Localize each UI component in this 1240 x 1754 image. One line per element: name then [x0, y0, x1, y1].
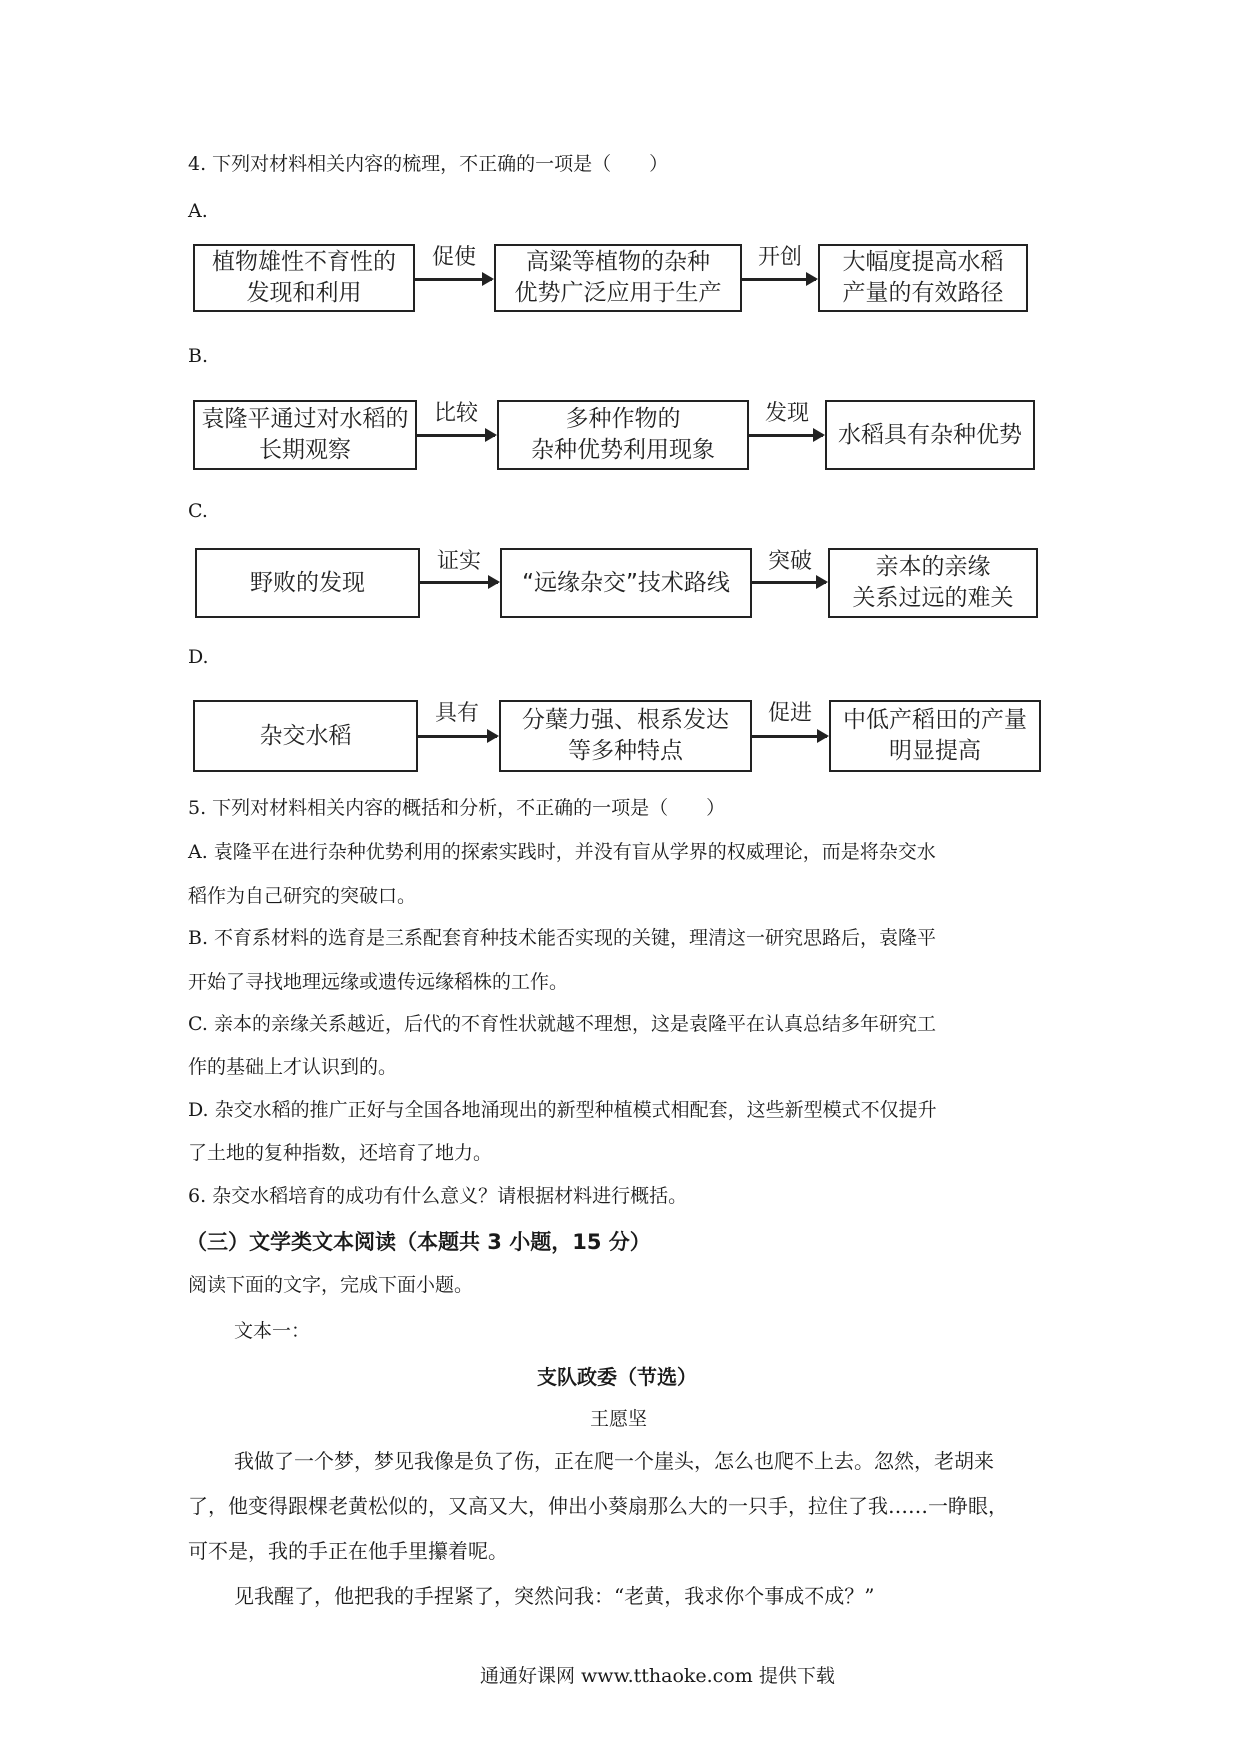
footer-credit: 通通好课网 www.tthaoke.com 提供下载: [480, 1665, 835, 1687]
q5-option-b-line-2: 开始了寻找地理远缘或遗传远缘稻株的工作。: [188, 971, 569, 993]
flow-d-arrow-2-label: 促进: [768, 701, 813, 726]
q5-option-b-line-1: B. 不育系材料的选育是三系配套育种技术能否实现的关键，理清这一研究思路后，袁隆平: [188, 927, 937, 949]
flow-c-arrow-2-label: 突破: [768, 549, 813, 574]
paragraph-2: 见我醒了，他把我的手捏紧了，突然问我：“老黄，我求你个事成不成？”: [234, 1584, 875, 1608]
q5-option-a-line-2: 稻作为自己研究的突破口。: [188, 885, 417, 907]
flow-a-box-3: 大幅度提高水稻 产量的有效路径: [818, 244, 1028, 312]
flow-a-box-2: 高粱等植物的杂种 优势广泛应用于生产: [494, 244, 742, 312]
question-6-stem: 6. 杂交水稻培育的成功有什么意义？请根据材料进行概括。: [188, 1185, 688, 1207]
q5-option-c-line-1: C. 亲本的亲缘关系越近，后代的不育性状就越不理想，这是袁隆平在认真总结多年研究工: [188, 1013, 936, 1035]
flow-c-arrow-1-label: 证实: [437, 549, 482, 574]
flow-b-box-2: 多种作物的 杂种优势利用现象: [497, 400, 749, 470]
flow-a-box-1: 植物雄性不育性的 发现和利用: [193, 244, 415, 312]
flow-b-box-1: 袁隆平通过对水稻的 长期观察: [193, 400, 417, 470]
q5-option-c-line-2: 作的基础上才认识到的。: [188, 1056, 398, 1078]
question-5-stem: 5. 下列对材料相关内容的概括和分析，不正确的一项是（ ）: [188, 797, 726, 819]
flow-d-box-3: 中低产稻田的产量 明显提高: [829, 700, 1041, 772]
section-heading: （三）文学类文本阅读（本题共 3 小题，15 分）: [186, 1230, 651, 1254]
flow-d-arrow-2: [752, 735, 827, 738]
flow-a-arrow-1-label: 促使: [432, 245, 477, 270]
q4-option-c-label: C.: [188, 500, 208, 522]
q5-option-d-line-2: 了土地的复种指数，还培育了地力。: [188, 1142, 493, 1164]
flow-b-arrow-2-label: 发现: [765, 401, 810, 426]
question-4-stem: 4. 下列对材料相关内容的梳理，不正确的一项是（ ）: [188, 153, 669, 175]
q4-option-b-label: B.: [188, 345, 209, 367]
flow-b-box-3: 水稻具有杂种优势: [825, 400, 1035, 470]
q5-option-a-line-1: A. 袁隆平在进行杂种优势利用的探索实践时，并没有盲从学界的权威理论，而是将杂交水: [188, 841, 936, 863]
q5-option-d-line-1: D. 杂交水稻的推广正好与全国各地涌现出的新型种植模式相配套，这些新型模式不仅提升: [188, 1099, 937, 1121]
q4-option-a-label: A.: [188, 200, 208, 222]
flow-d-arrow-1-label: 具有: [435, 701, 480, 726]
flow-b-arrow-2: [749, 434, 823, 437]
flow-a-arrow-1: [415, 278, 492, 281]
flow-d-box-1: 杂交水稻: [193, 700, 418, 772]
paragraph-1-line-3: 可不是，我的手正在他手里攥着呢。: [188, 1539, 508, 1563]
flow-b-arrow-1-label: 比较: [434, 401, 479, 426]
paragraph-1-line-2: 了，他变得跟棵老黄松似的，又高又大，伸出小葵扇那么大的一只手，拉住了我……一睁眼，: [188, 1494, 1008, 1518]
text-label: 文本一：: [234, 1320, 311, 1342]
flow-b-arrow-1: [417, 434, 495, 437]
flow-d-arrow-1: [418, 735, 497, 738]
flow-c-arrow-1: [420, 581, 498, 584]
passage-title: 支队政委（节选）: [537, 1365, 697, 1389]
flow-d-box-2: 分蘖力强、根系发达 等多种特点: [499, 700, 752, 772]
flow-a-arrow-2-label: 开创: [758, 245, 803, 270]
flow-a-arrow-2: [742, 278, 816, 281]
q4-option-d-label: D.: [188, 646, 209, 668]
flow-c-box-1: 野败的发现: [195, 548, 420, 618]
passage-author: 王愿坚: [590, 1408, 648, 1430]
flow-c-arrow-2: [752, 581, 826, 584]
flow-c-box-3: 亲本的亲缘 关系过远的难关: [828, 548, 1038, 618]
reading-instruction: 阅读下面的文字，完成下面小题。: [188, 1274, 474, 1296]
paragraph-1-line-1: 我做了一个梦，梦见我像是负了伤，正在爬一个崖头，怎么也爬不上去。忽然，老胡来: [234, 1449, 994, 1473]
flow-c-box-2: “远缘杂交”技术路线: [500, 548, 752, 618]
